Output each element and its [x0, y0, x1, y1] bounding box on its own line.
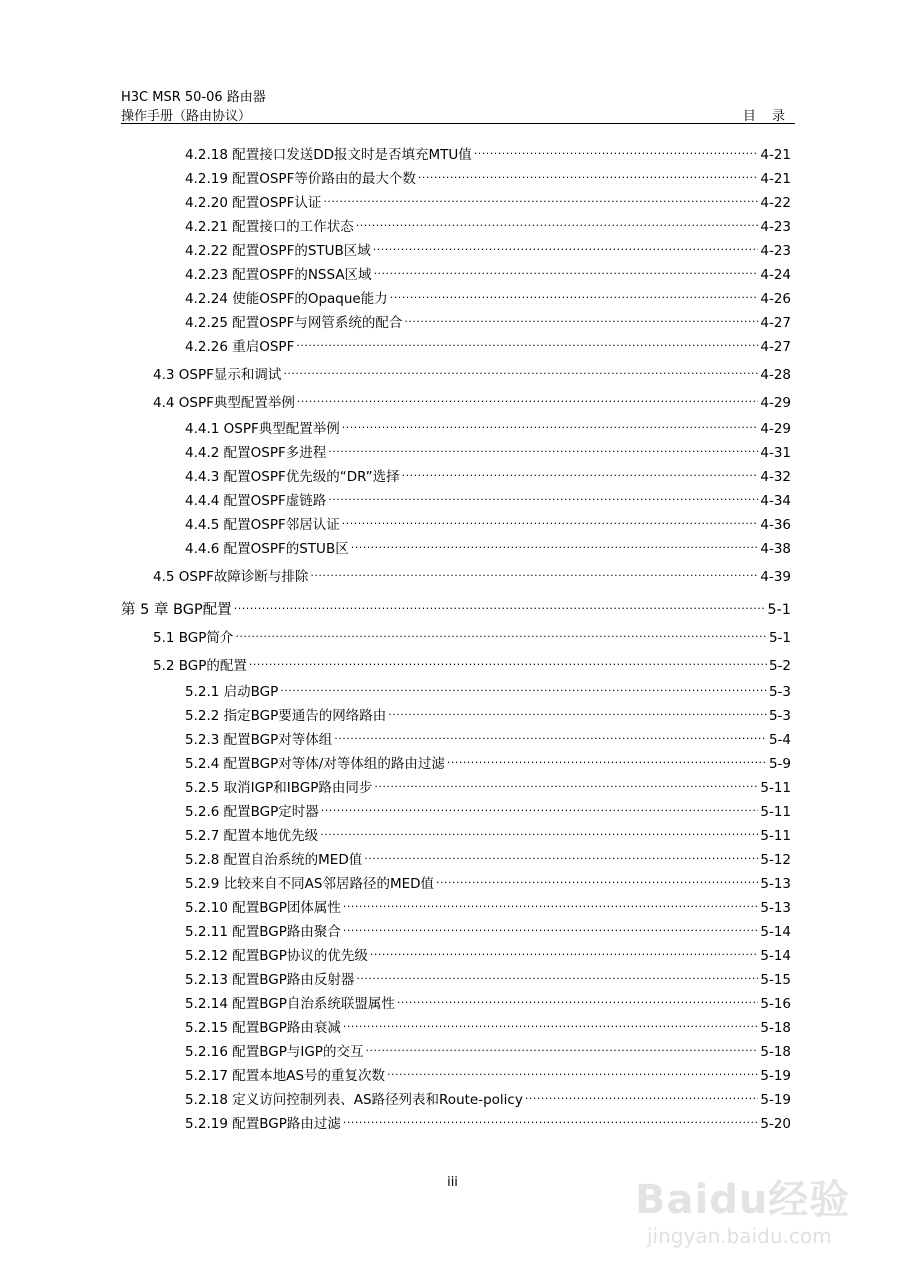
toc-entry[interactable]: 4.4.6 配置OSPF的STUB区 ..... 4-38	[185, 533, 791, 553]
toc-entry[interactable]: 4.4.1 OSPF典型配置举例 ..... 4-29	[185, 413, 791, 433]
toc-entry[interactable]: 4.4.2 配置OSPF多进程 ..... 4-31	[185, 437, 791, 457]
toc-entry[interactable]: 4.2.26 重启OSPF ..... 4-27	[185, 331, 791, 351]
toc-entry[interactable]: 4.4.4 配置OSPF虚链路 ..... 4-34	[185, 485, 791, 505]
toc-entry[interactable]: 4.2.22 配置OSPF的STUB区域 ..... 4-23	[185, 235, 791, 255]
header-section: 目 录	[742, 109, 791, 124]
toc-entry[interactable]: 4.5 OSPF故障诊断与排除 ..... 4-39	[153, 561, 791, 581]
toc-entry[interactable]: 5.2.11 配置BGP路由聚合 ..... 5-14	[185, 916, 791, 936]
toc-entry[interactable]: 5.2.15 配置BGP路由衰减 ..... 5-18	[185, 1012, 791, 1032]
toc-entry[interactable]: 5.2.2 指定BGP要通告的网络路由 ..... 5-3	[185, 700, 791, 720]
toc-entry[interactable]: 5.2.19 配置BGP路由过滤 ..... 5-20	[185, 1108, 791, 1128]
toc-entry[interactable]: 5.2.8 配置自治系统的MED值 ..... 5-12	[185, 844, 791, 864]
toc-entry[interactable]: 5.2.10 配置BGP团体属性 ..... 5-13	[185, 892, 791, 912]
baidu-watermark	[635, 1168, 865, 1258]
toc-entry[interactable]: 5.2.9 比较来自不同AS邻居路径的MED值 ..... 5-13	[185, 868, 791, 888]
toc-entry[interactable]: 5.2.13 配置BGP路由反射器 ..... 5-15	[185, 964, 791, 984]
toc-entry[interactable]: 4.2.21 配置接口的工作状态 ..... 4-23	[185, 211, 791, 231]
watermark-brand: Baidu经验	[635, 1177, 851, 1223]
toc-entry[interactable]: 5.2.4 配置BGP对等体/对等体组的路由过滤 ..... 5-9	[185, 748, 791, 768]
toc-entry[interactable]: 5.2.16 配置BGP与IGP的交互 ..... 5-18	[185, 1036, 791, 1056]
header-rule	[121, 123, 795, 124]
toc-chapter[interactable]: 第 5 章 BGP配置 ..... 5-1	[121, 594, 791, 614]
toc-entry[interactable]: 4.3 OSPF显示和调试 ..... 4-28	[153, 359, 791, 379]
toc-entry[interactable]: 4.2.19 配置OSPF等价路由的最大个数 ..... 4-21	[185, 163, 791, 183]
toc-entry[interactable]: 4.2.23 配置OSPF的NSSA区域 ..... 4-24	[185, 259, 791, 279]
toc-entry[interactable]: 5.2.1 启动BGP ..... 5-3	[185, 676, 791, 696]
toc-entry[interactable]: 5.2.5 取消IGP和IBGP路由同步 ..... 5-11	[185, 772, 791, 792]
toc-entry[interactable]: 5.2.7 配置本地优先级 ..... 5-11	[185, 820, 791, 840]
toc-entry[interactable]: 5.2.3 配置BGP对等体组 ..... 5-4	[185, 724, 791, 744]
toc-entry[interactable]: 4.4 OSPF典型配置举例 ..... 4-29	[153, 387, 791, 407]
toc-entry[interactable]: 5.2.18 定义访问控制列表、AS路径列表和Route-policy ..... 5-19	[185, 1084, 791, 1104]
watermark-url: jingyan.baidu.com	[647, 1224, 832, 1248]
toc-entry[interactable]: 4.2.24 使能OSPF的Opaque能力 ..... 4-26	[185, 283, 791, 303]
toc-entry[interactable]: 4.4.3 配置OSPF优先级的“DR”选择 ..... 4-32	[185, 461, 791, 481]
toc-entry[interactable]: 5.2.12 配置BGP协议的优先级 ..... 5-14	[185, 940, 791, 960]
header-product: H3C MSR 50-06 路由器	[121, 90, 266, 105]
toc-entry[interactable]: 5.2.6 配置BGP定时器 ..... 5-11	[185, 796, 791, 816]
toc-entry[interactable]: 5.2 BGP的配置 ..... 5-2	[153, 650, 791, 670]
toc-entry[interactable]: 4.2.25 配置OSPF与网管系统的配合 ..... 4-27	[185, 307, 791, 327]
page-number: iii	[447, 1175, 458, 1190]
toc-entry[interactable]: 4.2.18 配置接口发送DD报文时是否填充MTU值 ..... 4-21	[185, 139, 791, 159]
header-manual: 操作手册（路由协议）	[121, 109, 252, 124]
toc-entry[interactable]: 4.2.20 配置OSPF认证 ..... 4-22	[185, 187, 791, 207]
toc-entry[interactable]: 5.2.17 配置本地AS号的重复次数 ..... 5-19	[185, 1060, 791, 1080]
toc-entry[interactable]: 5.1 BGP简介 ..... 5-1	[153, 622, 791, 642]
toc-entry[interactable]: 5.2.14 配置BGP自治系统联盟属性 ..... 5-16	[185, 988, 791, 1008]
toc-entry[interactable]: 4.4.5 配置OSPF邻居认证 ..... 4-36	[185, 509, 791, 529]
